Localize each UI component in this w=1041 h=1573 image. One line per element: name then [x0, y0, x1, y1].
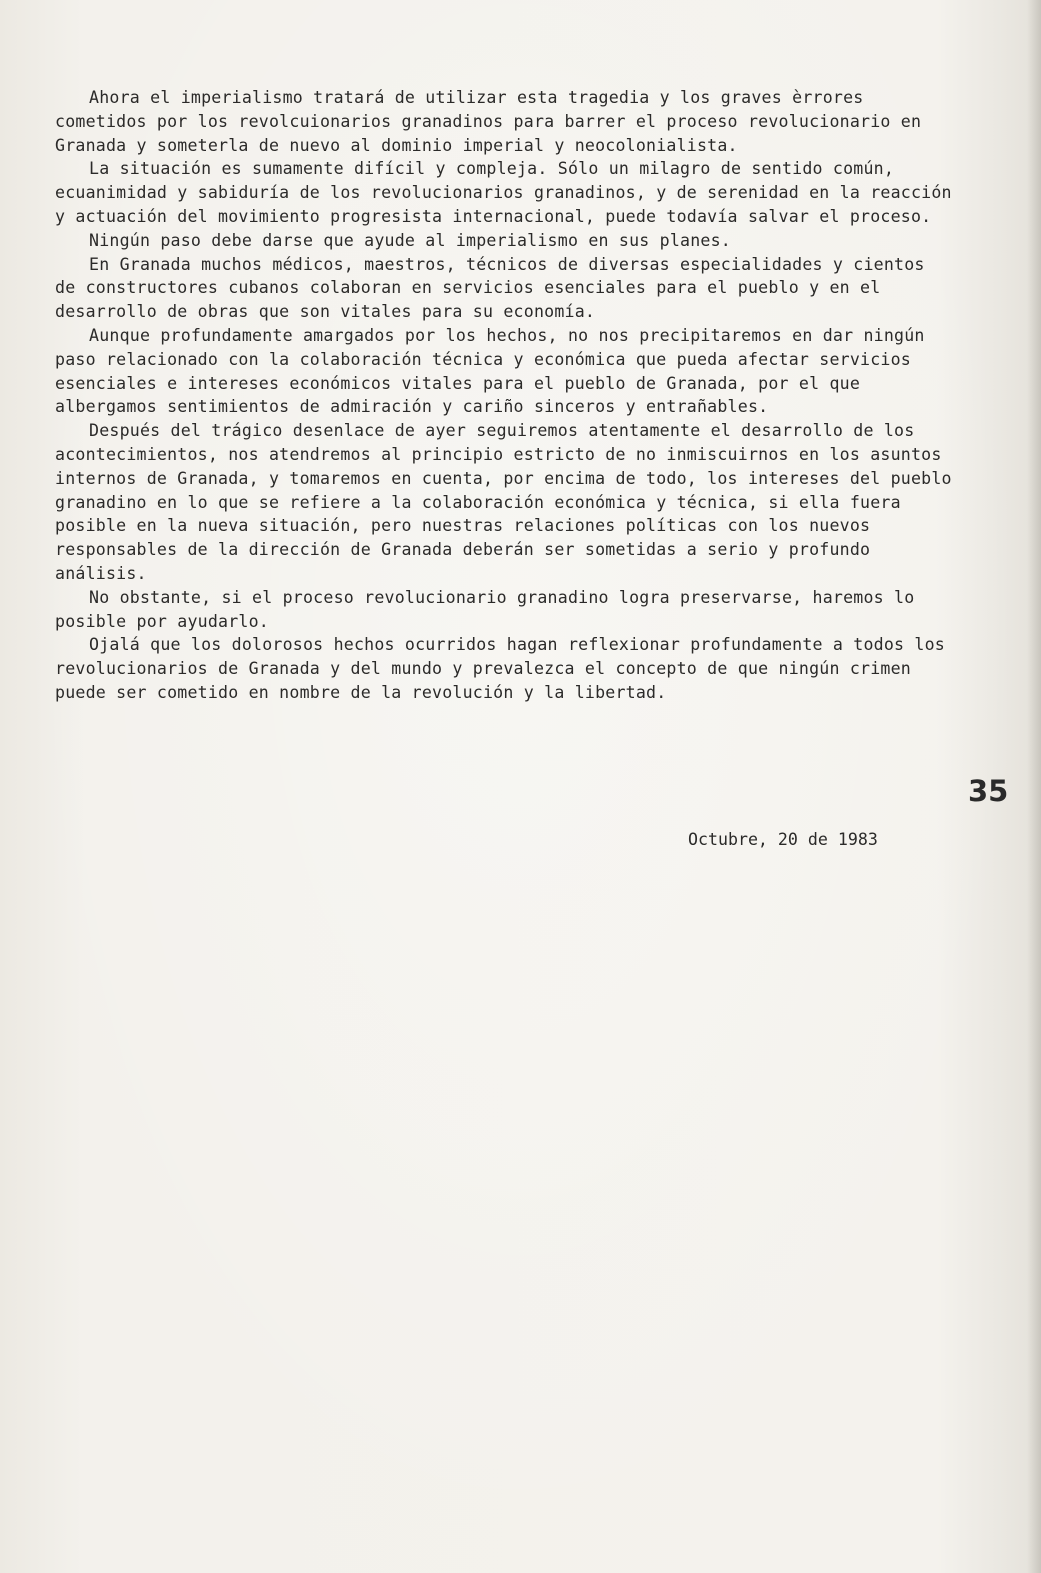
paragraph: Ningún paso debe darse que ayude al imperialismo en sus planes.	[89, 230, 731, 250]
paragraph: La situación es sumamente difícil y compleja. Sólo un milagro de sentido común, ecuanimidad y sabiduría de los revolucionarios granadinos, y de serenidad en la reacción y actuación del movimiento progresista internacional, puede todavía salvar el proceso.	[55, 159, 952, 226]
paragraph: Después del trágico desenlace de ayer seguiremos atentamente el desarrollo de los acontecimientos, nos atendremos al principio estricto de no inmiscuirnos en los asuntos internos de Granada, y tomaremos en cuenta, por encima de todo, los intereses del pueblo granadino en lo que se refiere a la colaboración económica y técnica, si ella fuera posible en la nueva situación, pero nuestras relaciones políticas con los nuevos responsables de la dirección de Granada deberán ser sometidas a serio y profundo análisis.	[55, 421, 952, 583]
paragraph: En Granada muchos médicos, maestros, técnicos de diversas especialidades y cientos de constructores cubanos colaboran en servicios esenciales para el pueblo y en el desarrollo de obras que son vitales para su economía.	[55, 254, 925, 322]
document-body	[55, 86, 955, 705]
page-number: 35	[968, 774, 1009, 808]
paragraph: Ojalá que los dolorosos hechos ocurridos hagan reflexionar profundamente a todos los revolucionarios de Granada y del mundo y prevalezca el concepto de que ningún crimen puede ser cometido en nombre de la revolución y la libertad.	[55, 635, 945, 702]
paragraph: Aunque profundamente amargados por los hechos, no nos precipitaremos en dar ningún paso relacionado con la colaboración técnica y económica que pueda afectar servicios esenciales e intereses económicos vitales para el pueblo de Granada, por el que albergamos sentimientos de admiración y cariño sinceros y entrañables.	[55, 325, 925, 417]
paragraph: No obstante, si el proceso revolucionario granadino logra preservarse, haremos lo posible por ayudarlo.	[55, 587, 915, 631]
paragraph: Ahora el imperialismo tratará de utilizar esta tragedia y los graves èrrores cometidos por los revolcuionarios granadinos para barrer el proceso revolucionario en Granada y someterla de nuevo al dominio imperial y neocolonialista.	[55, 88, 922, 155]
page-edge-shadow	[1027, 0, 1041, 1573]
document-date: Octubre, 20 de 1983	[688, 830, 878, 849]
